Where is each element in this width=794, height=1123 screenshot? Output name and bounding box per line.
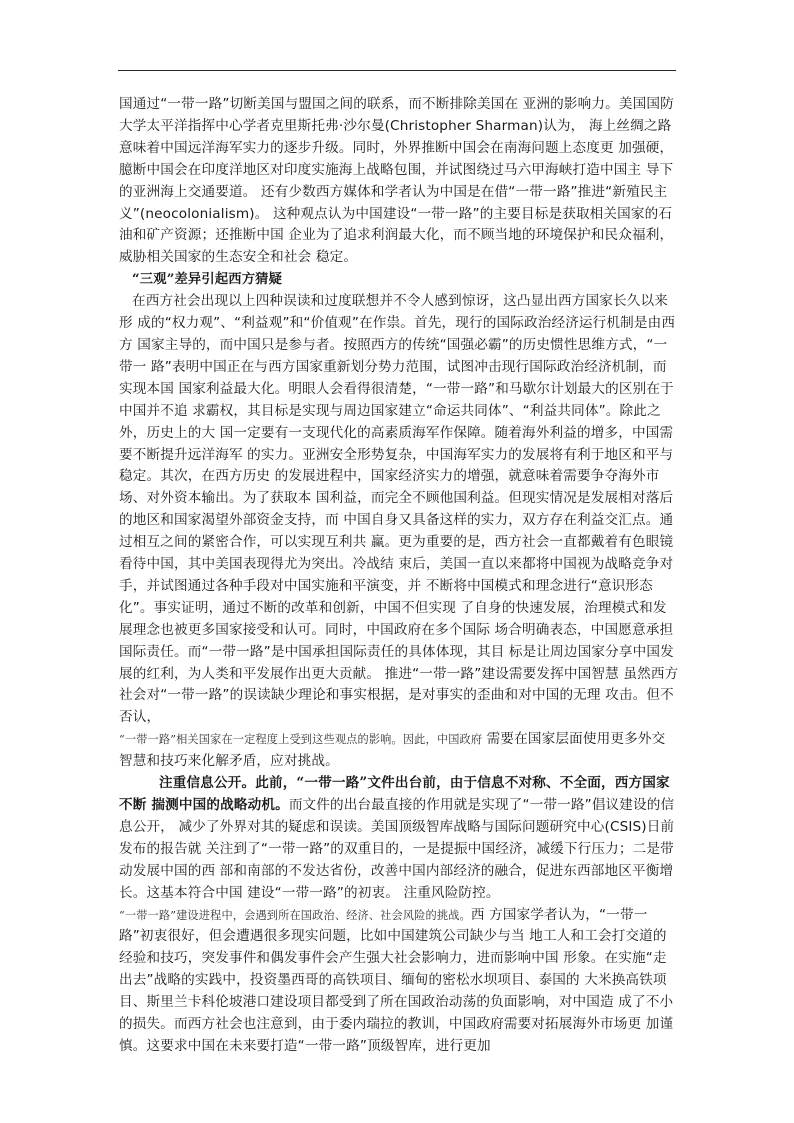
paragraph-3 xyxy=(119,729,679,773)
paragraph-2: 在西方社会出现以上四种误读和过度联想并不令人感到惊讶，这凸显出西方国家长久以来形 成的“权力观”、“利益观”和“价值观”在作祟。首先，现行的国际政治经济运行机制是由西方 国家主导的，而中国只是参与者。按照西方的传统“国强必霸”的历史惯性思维方式，“一带一 路”表明中国正在与西方国家重新划分势力范围，试图冲击现行国际政治经济机制，而实现本国 国家利益最大化。明眼人会看得很清楚，“一带一路”和马歇尔计划最大的区别在于中国并不追 求霸权，其目标是实现与周边国家建立“命运共同体”、“利益共同体”。除此之外，历史上的大 国一定要有一支现代化的高素质海军作保障。随着海外利益的增多，中国需要不断提升远洋海军 的实力。亚洲安全形势复杂，中国海军实力的发展将有利于地区和平与稳定。其次，在西方历史 的发展进程中，国家经济实力的增强，就意味着需要争夺海外市场、对外资本输出。为了获取本 国利益，而完全不顾他国利益。但现实情况是发展相对落后的地区和国家渴望外部资金支持，而 中国自身又具备这样的实力，双方存在利益交汇点。通过相互之间的紧密合作，可以实现互利共 赢。更为重要的是，西方社会一直都戴着有色眼镜看待中国，其中美国表现得尤为突出。冷战结 束后，美国一直以来都将中国视为战略竞争对手，并试图通过各种手段对中国实施和平演变，并 不断将中国模式和理念进行“意识形态化”。事实证明，通过不断的改革和创新，中国不但实现 了自身的快速发展，治理模式和发展理念也被更多国家接受和认可。同时，中国政府在多个国际 场合明确表态，中国愿意承担国际责任。而“一带一路”是中国承担国际责任的具体体现，其目 标是让周边国家分享中国发展的红利，为人类和平发展作出更大贡献。 推进“一带一路”建设需要发挥中国智慧 虽然西方社会对“一带一路”的误读缺少理论和事实根据，是对事实的歪曲和对中国的无理 攻击。但不否认， xyxy=(119,293,679,726)
header-rule xyxy=(118,70,676,71)
paragraph-5 xyxy=(119,905,679,1058)
paragraph-4-bold: 注重信息公开。此前，“一带一路”文件出台前，由于信息不对称、不全面，西方国家不断 揣测中国的战略动机。 xyxy=(119,775,670,813)
paragraph-3-serif: “一带一路”相关国家在一定程度上受到这些观点的影响。因此，中国政府 xyxy=(119,733,483,747)
paragraph-5-rest: 西 方国家学者认为，“一带一路”初衷很好，但会遭遇很多现实问题，比如中国建筑公司缺少与当 地工人和工会打交道的经验和技巧，突发事件和偶发事件会产生强大社会影响力，进而影响中国 形象。在实施“走出去”战略的实践中，投资墨西哥的高铁项目、缅甸的密松水坝项目、泰国的 大米换高铁项目、斯里兰卡科伦坡港口建设项目都受到了所在国政治动荡的负面影响，对中国造 成了不小的损失。而西方社会也注意到，由于委内瑞拉的教训，中国政府需要对拓展海外市场更 加谨慎。这要求中国在未来要打造“一带一路”顶级智库，进行更加 xyxy=(119,906,674,1054)
paragraph-3-rest: 需要在国家层面使用更多外交智慧和技巧来化解矛盾，应对挑战。 xyxy=(119,731,666,770)
paragraph-4 xyxy=(119,773,679,904)
document-body xyxy=(119,94,679,1058)
paragraph-5-serif: “一带一路”建设进程中，会遇到所在国政治、经济、社会风险的挑战。 xyxy=(119,908,471,922)
section-heading: “三观”差异引起西方猜疑 xyxy=(132,272,283,288)
paragraph-4-rest: 而文件的出台最直接的作用就是实现了“一带一路”倡议建设的信息公开， 减少了外界对其的疑虑和误读。美国顶级智库战略与国际问题研究中心(CSIS)日前发布的报告就 关注到了“一带一路”的双重目的，一是提振中国经济，减缓下行压力；二是带动发展中国的西 部和南部的不发达省份，改善中国内部经济的融合，促进东西部地区平衡增长。这基本符合中国 建设“一带一路”的初衷。 注重风险防控。 xyxy=(119,797,675,901)
paragraph-1: 国通过“一带一路”切断美国与盟国之间的联系，而不断排除美国在 亚洲的影响力。美国国防大学太平洋指挥中心学者克里斯托弗·沙尔曼(Christopher Sharman)认为， 海上丝绸之路意味着中国远洋海军实力的逐步升级。同时，外界推断中国会在南海问题上态度更 加强硬，臆断中国会在印度洋地区对印度实施海上战略包围，并试图绕过马六甲海峡打造中国主 导下的亚洲海上交通要道。 还有少数西方媒体和学者认为中国是在借“一带一路”推进“新殖民主义”(neocolonialism)。 这种观点认为中国建设“一带一路”的主要目标是获取相关国家的石油和矿产资源；还推断中国 企业为了追求利润最大化，而不顾当地的环境保护和民众福利，威胁相关国家的生态安全和社会 稳定。 xyxy=(119,96,674,266)
